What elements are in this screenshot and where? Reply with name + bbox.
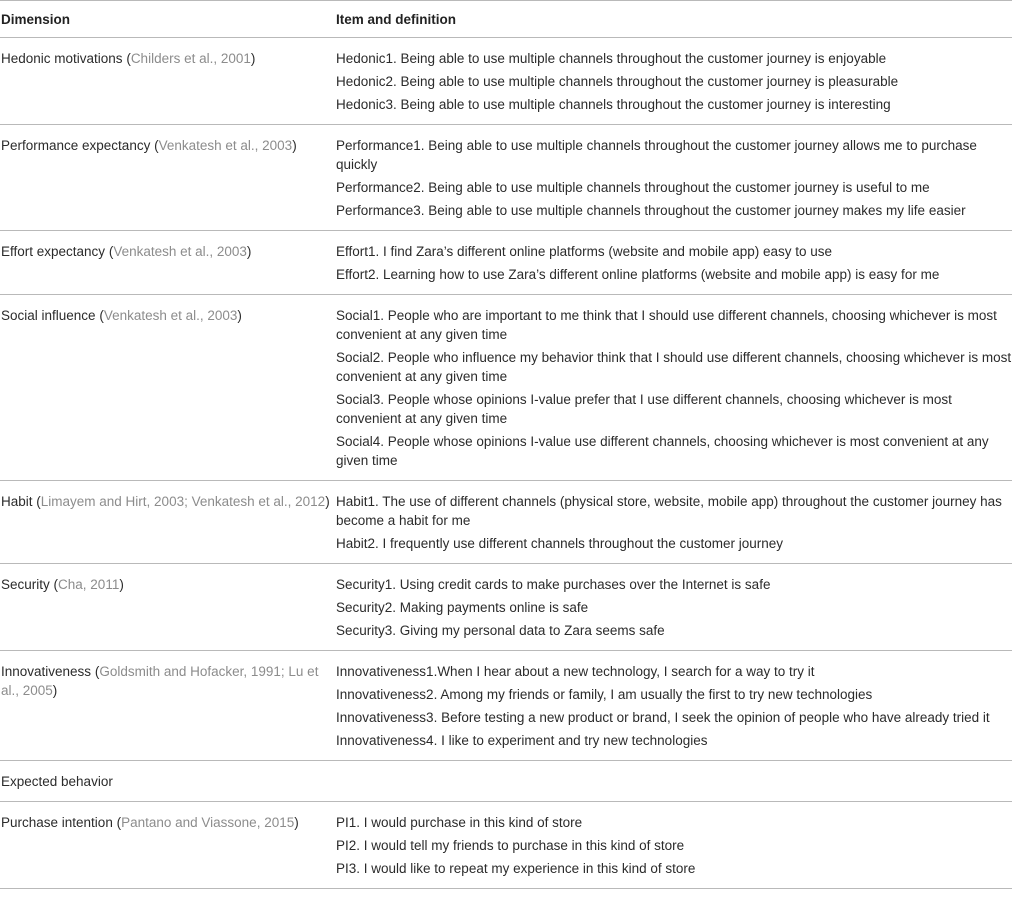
item-definition: PI1. I would purchase in this kind of store (336, 815, 583, 830)
table-header-row (0, 0, 1012, 38)
citation-link[interactable]: Venkatesh et al., 2003 (158, 138, 293, 153)
item-definition: Effort2. Learning how to use Zara’s different online platforms (website and mobile app) is easy for me (336, 267, 940, 282)
dimension-cell: Innovativeness (Goldsmith and Hofacker, 1991; Lu et al., 2005) (1, 664, 319, 698)
header-item-definition: Item and definition (336, 11, 456, 27)
dimension-name: Hedonic motivations (1, 51, 123, 66)
items-cell (336, 492, 1012, 553)
dimension-cell (0, 772, 336, 791)
item-definition: Social2. People who influence my behavior think that I should use different channels, choosing whichever is most convenient at any given time (336, 350, 1012, 384)
table-row (0, 231, 1012, 295)
table-row (0, 761, 1012, 802)
items-cell (336, 49, 1012, 114)
item-definition: Security2. Making payments online is safe (336, 600, 589, 615)
item-definition: Security1. Using credit cards to make purchases over the Internet is safe (336, 577, 771, 592)
dimension-name: Security (1, 577, 50, 592)
dimension-cell: Social influence (Venkatesh et al., 2003) (1, 308, 242, 323)
item-definition: PI2. I would tell my friends to purchase in this kind of store (336, 838, 685, 853)
dimension-name: Habit (1, 494, 33, 509)
item-definition: Security3. Giving my personal data to Zara seems safe (336, 623, 665, 638)
citation-link[interactable]: Venkatesh et al., 2003 (113, 244, 247, 259)
dimension-name: Innovativeness (1, 664, 92, 679)
table-row (0, 481, 1012, 564)
item-definition: Social3. People whose opinions I-value prefer that I use different channels, choosing whichever is most convenient at any given time (336, 392, 952, 426)
items-cell (336, 813, 1012, 878)
item-definition: Hedonic3. Being able to use multiple channels throughout the customer journey is interesting (336, 97, 891, 112)
dimension-name: Social influence (1, 308, 96, 323)
table-row (0, 802, 1012, 889)
item-definition: Performance1. Being able to use multiple channels throughout the customer journey allows me to purchase quickly (336, 138, 977, 172)
item-definition: Social1. People who are important to me think that I should use different channels, choosing whichever is most convenient at any given time (336, 308, 997, 342)
dimension-name: Effort expectancy (1, 244, 106, 259)
items-cell (336, 662, 1012, 750)
table-row (0, 295, 1012, 481)
dimension-cell: Hedonic motivations (Childers et al., 2001) (1, 51, 256, 66)
table-row (0, 38, 1012, 125)
item-definition: Performance2. Being able to use multiple channels throughout the customer journey is useful to me (336, 180, 930, 195)
item-definition: Innovativeness1.When I hear about a new technology, I search for a way to try it (336, 664, 815, 679)
item-definition: Innovativeness4. I like to experiment and try new technologies (336, 733, 708, 748)
item-definition: Habit1. The use of different channels (physical store, website, mobile app) throughout the customer journey has become a habit for me (336, 494, 1002, 528)
dimension-name: Expected behavior (1, 774, 113, 789)
item-definition: Performance3. Being able to use multiple channels throughout the customer journey makes my life easier (336, 203, 966, 218)
item-definition: Hedonic2. Being able to use multiple channels throughout the customer journey is pleasurable (336, 74, 899, 89)
items-cell (336, 772, 1012, 791)
citation-link[interactable]: Venkatesh et al., 2003 (103, 308, 238, 323)
dimension-cell: Performance expectancy (Venkatesh et al., 2003) (1, 138, 297, 153)
items-cell (336, 242, 1012, 284)
item-definition: Innovativeness3. Before testing a new product or brand, I seek the opinion of people who have already tried it (336, 710, 990, 725)
item-definition: Social4. People whose opinions I-value use different channels, choosing whichever is most convenient at any given time (336, 434, 989, 468)
dimension-cell: Effort expectancy (Venkatesh et al., 2003) (1, 244, 252, 259)
items-cell (336, 575, 1012, 640)
dimension-cell: Habit (Limayem and Hirt, 2003; Venkatesh et al., 2012) (1, 494, 330, 509)
header-dimension: Dimension (1, 11, 71, 27)
item-definition: Innovativeness2. Among my friends or family, I am usually the first to try new technologies (336, 687, 873, 702)
dimension-name: Performance expectancy (1, 138, 151, 153)
item-definition: Habit2. I frequently use different channels throughout the customer journey (336, 536, 784, 551)
item-definition: PI3. I would like to repeat my experience in this kind of store (336, 861, 696, 876)
table-row (0, 125, 1012, 231)
dimension-cell: Purchase intention (Pantano and Viassone, 2015) (1, 815, 299, 830)
citation-link[interactable]: Childers et al., 2001 (130, 51, 251, 66)
item-definition: Hedonic1. Being able to use multiple channels throughout the customer journey is enjoyable (336, 51, 887, 66)
citation-link[interactable]: Limayem and Hirt, 2003; Venkatesh et al., 2012 (40, 494, 326, 509)
citation-link[interactable]: Goldsmith and Hofacker, 1991; Lu et al., 2005 (1, 664, 319, 698)
items-cell (336, 136, 1012, 220)
citation-link[interactable]: Pantano and Viassone, 2015 (121, 815, 295, 830)
table-body (0, 38, 1012, 889)
citation-link[interactable]: Cha, 2011 (58, 577, 120, 592)
dimension-cell: Security (Cha, 2011) (1, 577, 124, 592)
items-cell (336, 306, 1012, 470)
dimension-name: Purchase intention (1, 815, 113, 830)
item-definition: Effort1. I find Zara’s different online platforms (website and mobile app) easy to use (336, 244, 833, 259)
table-row (0, 564, 1012, 651)
table-row (0, 651, 1012, 761)
